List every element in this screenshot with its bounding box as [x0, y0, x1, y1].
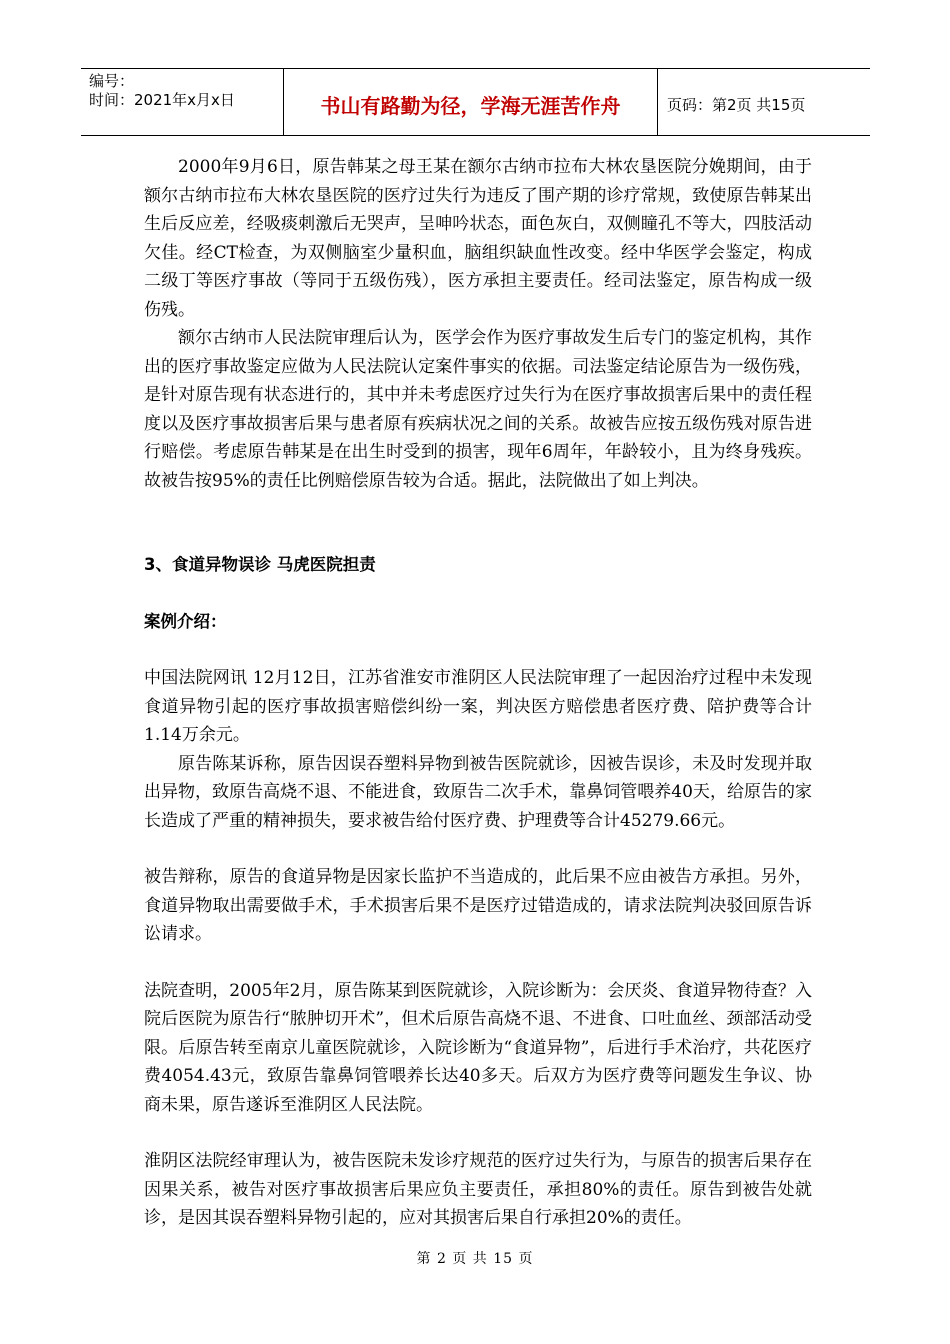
paragraph-news-intro: 中国法院网讯 12月12日，江苏省淮安市淮阴区人民法院审理了一起因治疗过程中未发现食道异物引起的医疗事故损害赔偿纠纷一案，判决医方赔偿患者医疗费、陪护费等合计1.14万余元。: [144, 668, 812, 745]
paragraph-court-opinion: 额尔古纳市人民法院审理后认为，医学会作为医疗事故发生后专门的鉴定机构，其作出的医疗事故鉴定应做为人民法院认定案件事实的依据。司法鉴定结论原告为一级伤残，是针对原告现有状态进行的，其中并未考虑医疗过失行为在医疗事故损害后果中的责任程度以及医疗事故损害后果与患者原有疾病状况之间的关系。故被告应按五级伤残对原告进行赔偿。考虑原告韩某是在出生时受到的损害，现年6周年，年龄较小，且为终身残疾。故被告按95%的责任比例赔偿原告较为合适。据此，法院做出了如上判决。: [144, 328, 812, 491]
paragraph-court-ruling: 淮阴区法院经审理认为，被告医院未发诊疗规范的医疗过失行为，与原告的损害后果存在因果关系，被告对医疗事故损害后果应负主要责任，承担80%的责任。原告到被告处就诊，是因其误吞塑料异物引起的，应对其损害后果自行承担20%的责任。: [144, 1151, 812, 1228]
paragraph-case-facts: 2000年9月6日，原告韩某之母王某在额尔古纳市拉布大林农垦医院分娩期间，由于额尔古纳市拉布大林农垦医院的医疗过失行为违反了围产期的诊疗常规，致使原告韩某出生后反应差，经吸痰刺激后无哭声，呈呻吟状态，面色灰白，双侧瞳孔不等大，四肢活动欠佳。经CT检查，为双侧脑室少量积血，脑组织缺血性改变。经中华医学会鉴定，构成二级丁等医疗事故（等同于五级伤残），医方承担主要责任。经司法鉴定，原告构成一级伤残。: [144, 157, 812, 320]
section-subheading: 案例介绍：: [144, 611, 227, 631]
document-date: 时间：2021年x月x日: [89, 91, 235, 109]
page-footer: 第 2 页 共 15 页: [416, 1251, 534, 1267]
paragraph-plaintiff-claim: 原告陈某诉称，原告因误吞塑料异物到被告医院就诊，因被告误诊，未及时发现并取出异物，致原告高烧不退、不能进食，致原告二次手术，靠鼻饲管喂养40天，给原告的家长造成了严重的精神损失，要求被告给付医疗费、护理费等合计45279.66元。: [144, 753, 812, 831]
paragraph-court-findings: 法院查明，2005年2月，原告陈某到医院就诊，入院诊断为：会厌炎、食道异物待查？入院后医院为原告行“脓肿切开术”，但术后原告高烧不退、不进食、口吐血丝、颈部活动受限。后原告转至南京儿童医院就诊，入院诊断为“食道异物”，后进行手术治疗，共花医疗费4054.43元，致原告靠鼻饲管喂养长达40多天。后双方为医疗费等问题发生争议、协商未果，原告遂诉至淮阴区人民法院。: [144, 980, 812, 1115]
paragraph-defendant-reply: 被告辩称，原告的食道异物是因家长监护不当造成的，此后果不应由被告方承担。另外，食道异物取出需要做手术，手术损害后果不是医疗过错造成的，请求法院判决驳回原告诉讼请求。: [144, 867, 812, 944]
header-meta: [81, 69, 284, 135]
document-body: [144, 153, 812, 1233]
header-motto: 书山有路勤为径，学海无涯苦作舟: [284, 69, 658, 135]
document-number: 编号：: [89, 72, 135, 90]
header-page-number: 页码：第2页 共15页: [667, 95, 806, 114]
section-heading: 3、食道异物误诊 马虎医院担责: [144, 555, 376, 574]
page-header: [81, 68, 870, 136]
